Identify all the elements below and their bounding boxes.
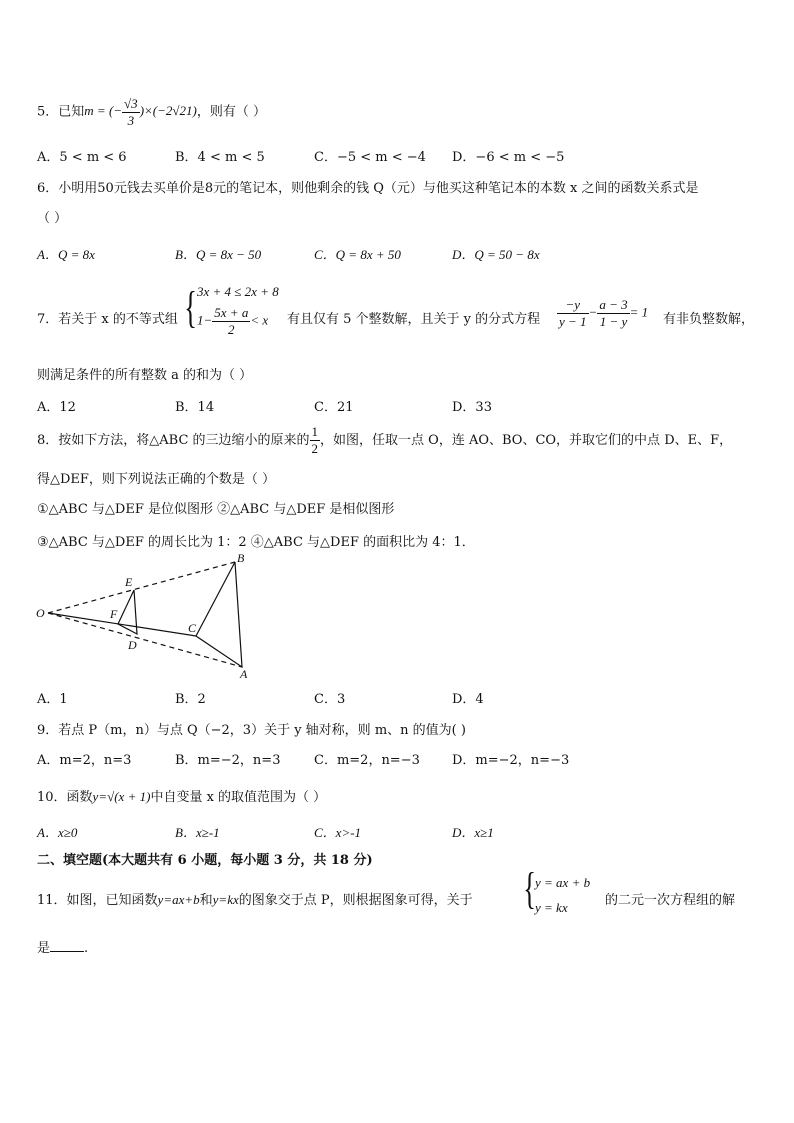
q6-option-b[interactable]: B．Q = 8x − 50 [175, 247, 262, 262]
q11-line2 [37, 937, 88, 956]
q7-brace: { [184, 283, 197, 332]
q7-ineq1: 3x + 4 ≤ 2x + 8 [197, 284, 279, 299]
q8-option-c[interactable]: C．3 [314, 692, 346, 707]
q8-option-a[interactable]: A．1 [37, 692, 68, 707]
q11-brace: { [523, 864, 536, 913]
q11-end: . [84, 941, 89, 956]
q8-statements-1: ①△ABC 与△DEF 是位似图形 ②△ABC 与△DEF 是相似图形 [37, 502, 395, 517]
q7-eq-minus: − [588, 304, 598, 320]
q7-ineq2-a: 1− [197, 312, 213, 328]
q7-eq-frac2: $\frac{a - 3}{1 - y}$ [599, 297, 628, 329]
q5-frac: $\frac{√3}{3}$ [124, 96, 138, 128]
label-D: D [128, 638, 137, 652]
q11-f1: y=ax+b [157, 892, 200, 907]
q8-frac: $\frac{1}{2}$ [311, 424, 319, 456]
q11-line2-text: 是 [37, 941, 51, 956]
q10-suffix: 中自变量 x 的取值范围为（ ） [150, 790, 327, 805]
q6-paren: （ ） [37, 211, 68, 226]
q10-option-b[interactable]: B．x≥-1 [175, 825, 220, 840]
q11-sys2: y = kx [535, 900, 568, 915]
q10-prefix: 10．函数 [37, 790, 93, 805]
label-O: O [36, 606, 45, 620]
q7-ineq2-frac: $\frac{5x + a}{2}$ [214, 305, 249, 337]
q7-line2: 则满足条件的所有整数 a 的和为（ ） [37, 368, 253, 383]
q8-line1-b: ，如图，任取一点 O，连 AO、BO、CO，并取它们的中点 D、E、F， [320, 433, 733, 448]
q7-equation [557, 297, 648, 330]
q8-line1-a: 8．按如下方法，将△ABC 的三边缩小的原来的 [37, 433, 310, 448]
triangle-ABC [196, 562, 242, 667]
q10-stem [37, 786, 326, 805]
q5-option-c[interactable]: C．−5 < m < −4 [314, 150, 426, 165]
q11-f2: y=kx [212, 892, 239, 907]
q6-option-d[interactable]: D．Q = 50 − 8x [452, 247, 540, 262]
q10-option-c[interactable]: C．x>-1 [314, 825, 362, 840]
q9-option-c[interactable]: C．m=2，n=−3 [314, 753, 420, 768]
q8-option-d[interactable]: D．4 [452, 692, 484, 707]
q9-stem: 9．若点 P（m，n）与点 Q（−2，3）关于 y 轴对称，则 m、n 的值为( ) [37, 723, 466, 738]
q8-figure [30, 550, 270, 680]
q9-option-b[interactable]: B．m=−2，n=3 [175, 753, 281, 768]
q7-ineq2-b: < x [250, 312, 269, 328]
q7-prefix: 7．若关于 x 的不等式组 [37, 312, 178, 327]
q7-ineq2 [197, 305, 268, 338]
q5-suffix: ，则有（ ） [196, 104, 266, 120]
label-A: A [240, 667, 248, 680]
q9-option-a[interactable]: A．m=2，n=3 [37, 753, 132, 768]
q9-options [37, 749, 757, 767]
section-heading: 二、填空题(本大题共有 6 小题，每小题 3 分，共 18 分) [37, 853, 373, 868]
q8-line2: 得△DEF，则下列说法正确的个数是（ ） [37, 472, 276, 487]
q10-option-a[interactable]: A．x≥0 [37, 825, 78, 840]
q5-options [37, 146, 757, 164]
label-F: F [110, 607, 118, 621]
ray-OA [48, 613, 242, 667]
q5-formula: m = (− $\frac{√3}{3}$ )×(−2√21) [84, 96, 197, 128]
label-C: C [188, 621, 197, 635]
q5-option-a[interactable]: A．5 < m < 6 [37, 150, 127, 165]
label-B: B [237, 551, 245, 565]
q11-line1 [37, 889, 473, 908]
q8-statements-2: ③△ABC 与△DEF 的周长比为 1：2 ④△ABC 与△DEF 的面积比为 4：1． [37, 535, 475, 550]
q7-option-b[interactable]: B．14 [175, 400, 215, 415]
q6-option-c[interactable]: C．Q = 8x + 50 [314, 247, 401, 262]
q8-options [37, 688, 757, 706]
q5-prefix: 5．已知 [37, 104, 85, 120]
q7-eq-frac1: $\frac{-y}{y - 1}$ [559, 297, 587, 329]
q11-text-a: 11．如图，已知函数 [37, 893, 158, 908]
q11-and: 和 [199, 893, 213, 908]
q7-options [37, 396, 757, 414]
q11-text-c: 的二元一次方程组的解 [605, 893, 736, 908]
q6-option-a[interactable]: A．Q = 8x [37, 247, 95, 262]
q5-option-d[interactable]: D．−6 < m < −5 [452, 150, 565, 165]
q7-end: 有非负整数解， [663, 312, 755, 327]
q8-line1 [37, 424, 732, 457]
q11-sys1: y = ax + b [535, 875, 591, 890]
q7-middle: 有且仅有 5 个整数解，且关于 y 的分式方程 [287, 312, 541, 327]
ray-OB [48, 562, 235, 613]
q7-option-c[interactable]: C．21 [314, 400, 354, 415]
q9-option-d[interactable]: D．m=−2，n=−3 [452, 753, 570, 768]
q6-stem: 6．小明用50元钱去买单价是8元的笔记本，则他剩余的钱 Q（元）与他买这种笔记本的本数 x 之间的函数关系式是 [37, 181, 699, 196]
q7-option-d[interactable]: D．33 [452, 400, 492, 415]
triangle-DEF [118, 590, 137, 634]
q7-option-a[interactable]: A．12 [37, 400, 76, 415]
answer-blank[interactable] [50, 939, 84, 952]
q5-option-b[interactable]: B．4 < m < 5 [175, 150, 265, 165]
label-E: E [125, 575, 133, 589]
q8-option-b[interactable]: B．2 [175, 692, 206, 707]
q10-option-d[interactable]: D．x≥1 [452, 825, 494, 840]
q5-stem [37, 96, 266, 129]
q11-text-b: 的图象交于点 P，则根据图象可得，关于 [238, 893, 473, 908]
q10-options [37, 822, 757, 840]
q10-formula: y=√(x + 1) [92, 789, 151, 804]
q7-eq-rhs: = 1 [629, 304, 649, 320]
q6-options [37, 244, 757, 262]
